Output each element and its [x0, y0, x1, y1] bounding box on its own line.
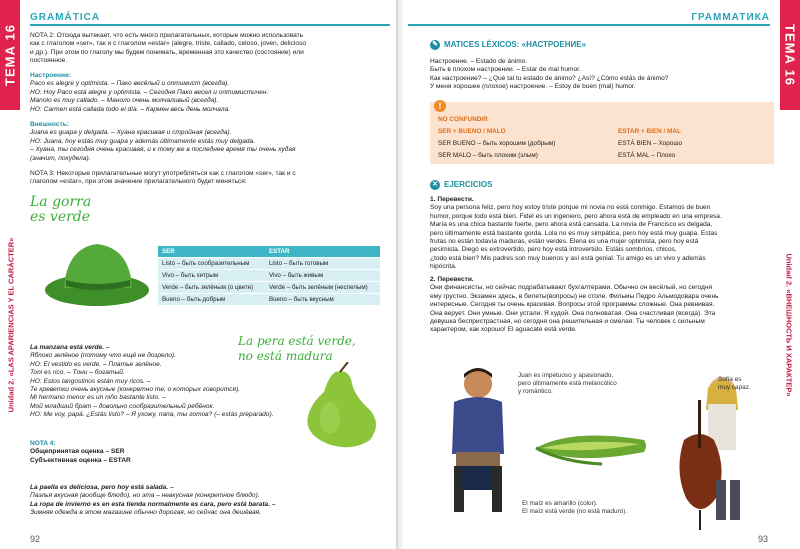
table-row: Vivo – быть хитрым Vivo – быть живым: [158, 270, 380, 282]
page-number-right: 93: [757, 534, 768, 544]
exercise-1-block: 1. Перевести. Soy una persona feliz, pero hoy estoy triste porque mi novia no está conmigo. Estamos de buen humor, porque todo está bien. Fidel es un ingeniero, pero ahora está de empleado en una empresa. María es una chica bastante fuerte, pero ahora está cansada. La novia de Francisco es delgada, pero últimamente está bastante gorda. Lola no es muy simpática, pero hoy está muy guapa. Estas frutas no están todavía maduras, están verdes. Elena es una mujer optimista, pero hoy está pesimista. Diego es extrovertido, pero hoy está introvertido. Estáis sombríos, chicos, ¿todo está bien? Mis padres son muy buenos y así está genial. Tu amigo es un vivo y además hipócrita.: [430, 196, 722, 271]
table-row: Listo – быть сообразительным Listo – быть готовым: [158, 258, 380, 270]
nastroenie-block: Настроение: Paco es alegre y optimista. – Пако весёлый и оптимист (всегда). HO: Hoy Paco está alegre y optimista. – Сегодня Пако весел и оптимистичен. Manolo es muy callado. – Маноло очень молчаливый (всегда). HO: Carmen está callada todo el día. – Кармен весь день молчала.: [30, 72, 269, 113]
right-page: [402, 0, 800, 549]
matices-block: Настроение. – Estado de ánimo. Быть в плохом настроении. – Estar de mal humor. Как настроение? – ¿Qué tal tu estado de ánimo? ¿Así? ¿Cómo estás de ánimo? У меня хорошее (плохое) настроение. – Estoy de buen (mal) humor.: [430, 58, 669, 91]
green-pear-illustration: [290, 362, 390, 450]
girl-with-cello-photo: [664, 370, 764, 535]
table-row: Bueno – быть добрым Bueno – быть вкусным: [158, 294, 380, 306]
nota4-block: NOTA 4: Общепринятая оценка – SER Субъективная оценка – ESTAR: [30, 440, 131, 464]
pera-title: La pera está verde, no está madura: [238, 334, 356, 363]
list-item: SER BUENO – быть хорошим (добрым) ESTÁ BIEN – Хорошо: [438, 140, 683, 147]
list-item: SER + BUENO / MALO ESTAR + BIEN / MAL: [438, 128, 681, 135]
tools-icon: ✕: [430, 180, 440, 190]
tema-tab-left: ТЕМА 16: [0, 0, 20, 110]
ser-estar-table: SER ESTAR Listo – быть сообразительным Listo – быть готовым Vivo – быть хитрым Vivo – быть живым Verde – быть зелёным (о цвете) Verde – быть зелёным (неспелым) Bueno – быть добрым Bueno – быть вкусным: [158, 246, 380, 305]
sofia-caption: Sofía es muy capaz.: [718, 376, 751, 391]
table-row: Verde – быть зелёным (о цвете) Verde – быть зелёным (неспелым): [158, 282, 380, 294]
green-corn-illustration: [532, 418, 652, 482]
examples-block: La manzana está verde. – Яблоко зелёное (потому что ещё не дозрело). HO: El vestido es verde. – Платье зелёное. Toni es rico. – Тони – богатый. HO: Estos langostinos están muy ricos. – Те креветки очень вкусные (конкретно те, о которых говорится). Mi hermano menor es un niño bastante listo. – Мой младший брат – довольно сообразительный ребёнок. HO: Me voy, papá. ¿Estás listo? – Я ухожу, папа, ты готов? (– estás preparado).: [30, 344, 274, 419]
page-header-left: GRAMÁTICA: [30, 12, 101, 23]
gorra-title: La gorra es verde: [30, 194, 92, 225]
list-item: SER MALO – быть плохим (злым) ESTÁ MAL – Плохо: [438, 152, 676, 159]
vneshnost-block: Внешность: Juana es guapa y delgada. – Хуана красивая и стройная (всегда). HO: Juana, hoy estás muy guapa y además últimamente estás muy delgada. – Хуана, ты сегодня очень красивая, и к тому же в последнее время ты очень худая (значит, похудела).: [30, 121, 296, 162]
page-number-left: 92: [30, 534, 41, 544]
matices-title: ✎ MATICES LÉXICOS: «НАСТРОЕНИЕ»: [430, 40, 586, 50]
no-confundir-box: ! NO CONFUNDIR SER + BUENO / MALO ESTAR + BIEN / MAL SER BUENO – быть хорошим (добрым) ESTÁ BIEN – Хорошо SER MALO – быть плохим (злым) ESTÁ MAL – Плохо: [430, 102, 774, 164]
green-hat-illustration: [42, 228, 152, 318]
juan-caption: Juan es impetuoso y apasionado, pero últimamente está melancólico y romántico.: [518, 372, 617, 395]
unit-label-right: Unidad 2. «ВНЕШНОСТЬ И ХАРАКТЕР»: [784, 253, 794, 397]
seated-boy-photo: [436, 362, 518, 522]
tema-tab-right: ТЕМА 16: [780, 0, 800, 110]
left-page: [0, 0, 398, 549]
exercise-2-block: 2. Перевести. Они финансисты, но сейчас подрабатывают бухгалтерами. Обычно он весёлый, но сегодня ему грустно. Экзамен здесь, в билеты(вопросы) не столе. Фильмы Педро Альмодовара очень интересные. Сегодня ты очень красивая. Вопросы этой программы сложные. Она ревнивая. Она верует. Они умные. Они устали. Я худой. Она полноватая. Она счастливая (всегда). Эта девушка беспристрастная, но сегодня она решительная и смелая. Ты человек с сильным характером, как хорошо! El aguacate está verde.: [430, 276, 719, 334]
header-rule-left: [30, 24, 390, 26]
header-rule-right: [408, 24, 770, 26]
exclamation-icon: !: [434, 100, 446, 112]
final-examples-block: La paella es deliciosa, pero hoy está salada. – Паэлья вкусная (вообще блюдо), но эта – невкусная (конкретное блюдо). La ropa de invierno es en esta tienda normalmente es cara, pero está barata. – Зимняя одежда в этом магазине обычно дорогая, но сейчас она дешёвая.: [30, 484, 276, 517]
unit-label-left: Unidad 2. «LAS APARIENCIAS Y EL CARÁCTER»: [6, 237, 16, 413]
maiz-caption: El maíz es amarillo (color). El maíz está verde (no está maduro).: [522, 500, 628, 515]
nota2-block: NOTA 2: Отсюда вытекает, что есть много прилагательных, которые можно использовать как с глаголом «ser», так и с глаголом «estar» (alegre, triste, callado, celoso, joven, delicioso и др.). При этом по глаголу мы будем понимать, временная это качество (состояние) или постоянное.: [30, 32, 307, 65]
speech-bubble-icon: ✎: [430, 40, 440, 50]
ejercicios-title: ✕ EJERCICIOS: [430, 180, 492, 190]
nota3-block: NOTA 3: Некоторые прилагательные могут употребляться как с глаголом «ser», так и с глаголом «estar», при этом значение прилагательного будет меняться:: [30, 170, 296, 186]
page-header-right: ГРАММАТИКА: [691, 12, 770, 23]
